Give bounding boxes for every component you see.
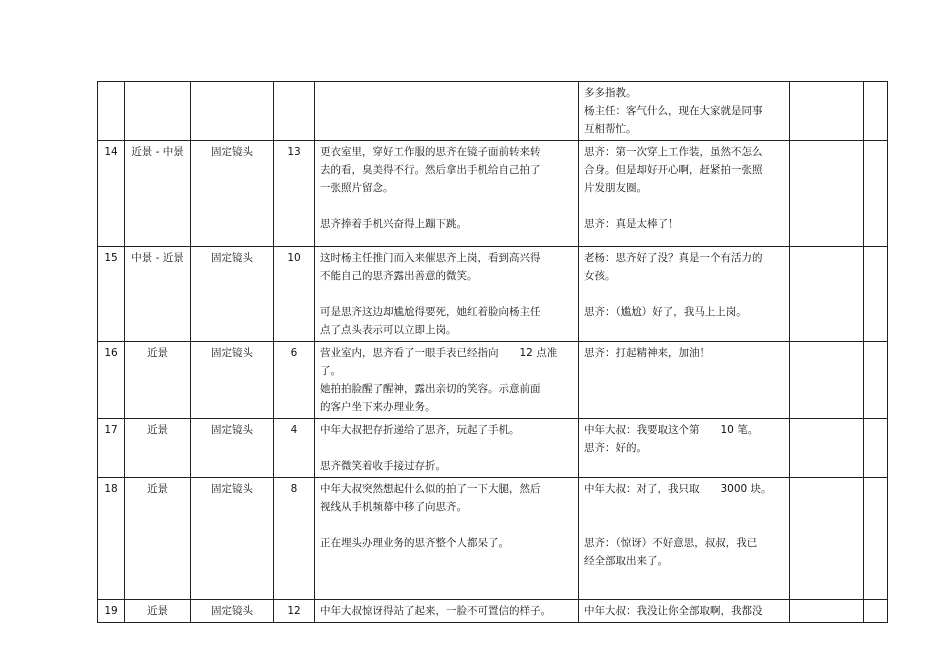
- shot-number-cell: 15: [98, 247, 125, 342]
- dialogue-line: 中年大叔：我要取这个第 10 笔。: [584, 424, 759, 436]
- dialogue-cell: [579, 600, 790, 623]
- extra-cell: [864, 141, 888, 247]
- dialogue-cell: [579, 478, 790, 600]
- shot-number-cell: [98, 82, 125, 141]
- extra-cell: [864, 478, 888, 600]
- dialogue-line: 互相帮忙。: [584, 123, 637, 135]
- duration-cell: 13: [274, 141, 315, 247]
- dialogue-cell: [579, 82, 790, 141]
- dialogue-line: 杨主任：客气什么，现在大家就是同事: [584, 105, 763, 117]
- description-line: 中年大叔突然想起什么似的拍了一下大腿，然后: [320, 483, 541, 495]
- description-line: 这时杨主任推门而入来催思齐上岗，看到高兴得: [320, 252, 541, 264]
- dialogue-line: 中年大叔：我没让你全部取啊，我都没: [584, 605, 763, 617]
- dialogue-line: 女孩。: [584, 270, 616, 282]
- shot-size-cell: 中景 - 近景: [125, 247, 191, 342]
- shot-number-cell: 16: [98, 342, 125, 419]
- description-line: 去的看，臭美得不行。然后拿出手机给自己拍了: [320, 164, 541, 176]
- notes-cell: [790, 342, 864, 419]
- description-line: 营业室内，思齐看了一眼手表已经指向 12 点准了。: [320, 347, 558, 377]
- shot-size-cell: [125, 82, 191, 141]
- dialogue-cell: [579, 247, 790, 342]
- dialogue-line: 思齐：（尴尬）好了，我马上上岗。: [584, 306, 747, 318]
- table-row: [98, 82, 888, 141]
- description-line: 不能自己的思齐露出善意的微笑。: [320, 270, 478, 282]
- dialogue-line: 多多指教。: [584, 87, 637, 99]
- dialogue-line: 经全部取出来了。: [584, 555, 668, 567]
- duration-cell: [274, 82, 315, 141]
- table-row: [98, 141, 888, 247]
- description-line: 的客户坐下来办理业务。: [320, 401, 436, 413]
- description-cell: [315, 247, 579, 342]
- description-cell: [315, 82, 579, 141]
- dialogue-cell: [579, 419, 790, 478]
- notes-cell: [790, 82, 864, 141]
- description-line: 可是思齐这边却尴尬得要死，她红着脸向杨主任: [320, 306, 541, 318]
- camera-cell: 固定镜头: [191, 419, 274, 478]
- storyboard-table: [97, 81, 888, 623]
- extra-cell: [864, 247, 888, 342]
- description-cell: [315, 141, 579, 247]
- description-cell: [315, 478, 579, 600]
- description-line: 正在埋头办理业务的思齐整个人都呆了。: [320, 537, 509, 549]
- shot-size-cell: 近景 - 中景: [125, 141, 191, 247]
- shot-size-cell: 近景: [125, 478, 191, 600]
- table-row: [98, 600, 888, 623]
- duration-cell: 8: [274, 478, 315, 600]
- shot-size-cell: 近景: [125, 600, 191, 623]
- camera-cell: 固定镜头: [191, 478, 274, 600]
- shot-size-cell: 近景: [125, 342, 191, 419]
- table-row: [98, 419, 888, 478]
- description-line: 视线从手机频幕中移了向思齐。: [320, 501, 467, 513]
- camera-cell: 固定镜头: [191, 342, 274, 419]
- shot-number-cell: 19: [98, 600, 125, 623]
- notes-cell: [790, 419, 864, 478]
- dialogue-line: 老杨：思齐好了没？真是一个有活力的: [584, 252, 763, 264]
- description-cell: [315, 600, 579, 623]
- description-cell: [315, 342, 579, 419]
- description-line: 她拍拍脸醒了醒神，露出亲切的笑容。示意前面: [320, 383, 541, 395]
- camera-cell: [191, 82, 274, 141]
- description-line: 点了点头表示可以立即上岗。: [320, 324, 457, 336]
- description-cell: [315, 419, 579, 478]
- extra-cell: [864, 419, 888, 478]
- dialogue-line: 思齐：第一次穿上工作装，虽然不怎么: [584, 146, 763, 158]
- description-line: 更衣室里，穿好工作服的思齐在镜子面前转来转: [320, 146, 541, 158]
- dialogue-cell: [579, 141, 790, 247]
- table-row: [98, 247, 888, 342]
- extra-cell: [864, 342, 888, 419]
- dialogue-line: 思齐：（惊讶）不好意思，叔叔，我已: [584, 537, 758, 549]
- shot-number-cell: 18: [98, 478, 125, 600]
- camera-cell: 固定镜头: [191, 247, 274, 342]
- duration-cell: 6: [274, 342, 315, 419]
- notes-cell: [790, 141, 864, 247]
- description-line: 一张照片留念。: [320, 182, 394, 194]
- dialogue-cell: [579, 342, 790, 419]
- extra-cell: [864, 600, 888, 623]
- duration-cell: 12: [274, 600, 315, 623]
- shot-number-cell: 14: [98, 141, 125, 247]
- notes-cell: [790, 600, 864, 623]
- dialogue-line: 中年大叔：对了，我只取 3000 块。: [584, 483, 772, 495]
- camera-cell: 固定镜头: [191, 600, 274, 623]
- duration-cell: 10: [274, 247, 315, 342]
- dialogue-line: 思齐：好的。: [584, 442, 647, 454]
- dialogue-line: 合身。但是却好开心啊，赶紧拍一张照: [584, 164, 763, 176]
- duration-cell: 4: [274, 419, 315, 478]
- description-line: 中年大叔把存折递给了思齐，玩起了手机。: [320, 424, 520, 436]
- camera-cell: 固定镜头: [191, 141, 274, 247]
- dialogue-line: 思齐：真是太棒了！: [584, 218, 679, 230]
- dialogue-line: 片发朋友圈。: [584, 182, 647, 194]
- shot-size-cell: 近景: [125, 419, 191, 478]
- extra-cell: [864, 82, 888, 141]
- table-row: [98, 478, 888, 600]
- notes-cell: [790, 478, 864, 600]
- description-line: 思齐捧着手机兴奋得上蹦下跳。: [320, 218, 467, 230]
- description-line: 思齐微笑着收手接过存折。: [320, 460, 446, 472]
- description-line: 中年大叔惊讶得站了起来，一脸不可置信的样子。: [320, 605, 551, 617]
- dialogue-line: 思齐：打起精神来，加油！: [584, 347, 710, 359]
- table-row: [98, 342, 888, 419]
- notes-cell: [790, 247, 864, 342]
- shot-number-cell: 17: [98, 419, 125, 478]
